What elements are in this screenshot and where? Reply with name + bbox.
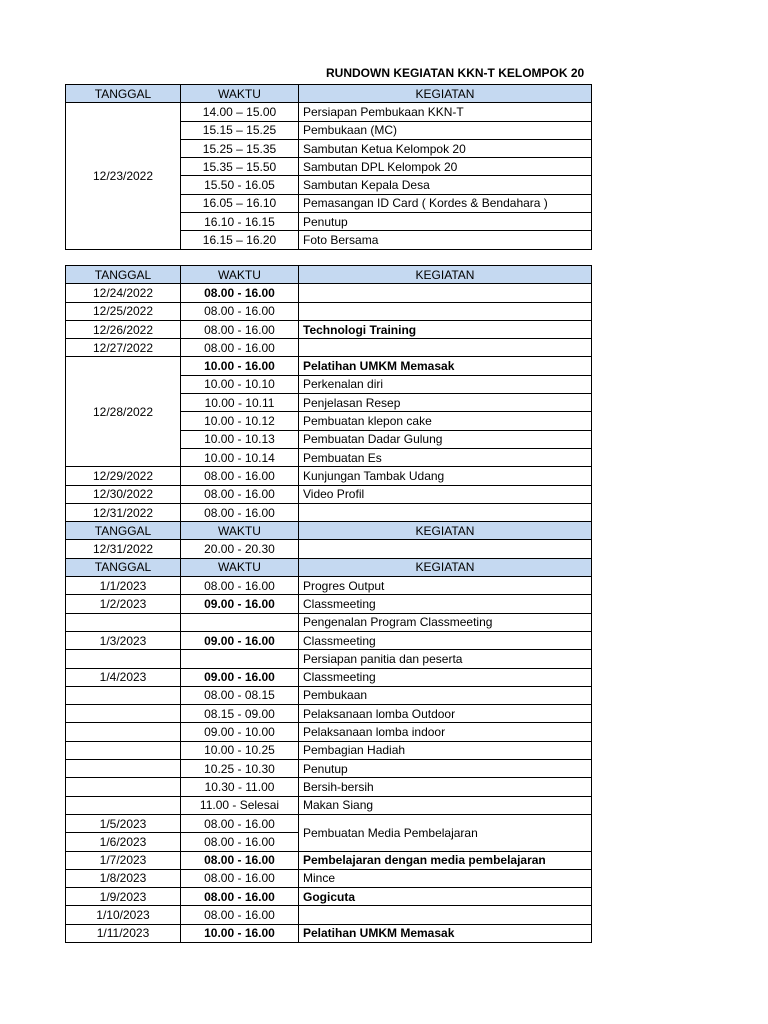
time-cell: 08.00 - 16.00 (181, 284, 299, 302)
table-row (66, 302, 592, 320)
time-cell: 08.00 - 16.00 (181, 851, 299, 869)
time-cell: 08.00 - 16.00 (181, 833, 299, 851)
time-cell: 08.00 - 16.00 (181, 339, 299, 357)
time-cell: 10.25 - 10.30 (181, 760, 299, 778)
time-cell: 08.00 - 16.00 (181, 814, 299, 832)
date-cell: 1/7/2023 (66, 851, 181, 869)
table-row (66, 595, 592, 613)
activity-cell: Progres Output (299, 577, 592, 595)
table-row (66, 705, 592, 723)
date-cell: 1/6/2023 (66, 833, 181, 851)
date-cell: 1/1/2023 (66, 577, 181, 595)
time-cell: 08.00 - 16.00 (181, 467, 299, 485)
activity-cell: Pembuatan klepon cake (299, 412, 592, 430)
header-waktu: WAKTU (181, 266, 299, 284)
header-waktu: WAKTU (181, 522, 299, 540)
activity-cell (299, 302, 592, 320)
header-tanggal: TANGGAL (66, 85, 181, 103)
time-cell: 14.00 – 15.00 (181, 103, 299, 121)
activity-cell: Mince (299, 869, 592, 887)
activity-cell: Pembukaan (MC) (299, 121, 592, 139)
time-cell: 08.00 - 16.00 (181, 485, 299, 503)
activity-cell: Foto Bersama (299, 231, 592, 249)
activity-cell: Pembukaan (299, 686, 592, 704)
table-header-row (66, 266, 592, 284)
table-row (66, 631, 592, 649)
table-row (66, 668, 592, 686)
rundown-table-opening (65, 84, 592, 250)
activity-cell: Penjelasan Resep (299, 394, 592, 412)
activity-cell: Pembuatan Media Pembelajaran (299, 814, 592, 851)
activity-cell: Video Profil (299, 485, 592, 503)
date-cell: 1/10/2023 (66, 906, 181, 924)
table-row (66, 869, 592, 887)
table-row (66, 320, 592, 338)
table-row (66, 284, 592, 302)
header-waktu: WAKTU (181, 85, 299, 103)
date-cell: 12/31/2022 (66, 540, 181, 558)
activity-cell: Bersih-bersih (299, 778, 592, 796)
table-row (66, 778, 592, 796)
time-cell (181, 613, 299, 631)
rundown-table-schedule (65, 265, 592, 943)
activity-cell: Pembelajaran dengan media pembelajaran (299, 851, 592, 869)
table-header-row (66, 85, 592, 103)
time-cell: 09.00 - 16.00 (181, 595, 299, 613)
time-cell: 20.00 - 20.30 (181, 540, 299, 558)
time-cell: 08.00 - 16.00 (181, 302, 299, 320)
activity-cell (299, 503, 592, 521)
activity-cell: Classmeeting (299, 668, 592, 686)
time-cell: 10.30 - 11.00 (181, 778, 299, 796)
header-kegiatan: KEGIATAN (299, 266, 592, 284)
time-cell: 11.00 - Selesai (181, 796, 299, 814)
date-cell (66, 741, 181, 759)
activity-cell (299, 284, 592, 302)
date-cell: 12/31/2022 (66, 503, 181, 521)
time-cell: 10.00 - 10.13 (181, 430, 299, 448)
time-cell: 09.00 - 16.00 (181, 631, 299, 649)
table-row (66, 577, 592, 595)
time-cell: 10.00 - 10.25 (181, 741, 299, 759)
activity-cell: Gogicuta (299, 888, 592, 906)
date-cell (66, 650, 181, 668)
date-cell: 1/11/2023 (66, 924, 181, 942)
table-header-row (66, 558, 592, 576)
header-kegiatan: KEGIATAN (299, 558, 592, 576)
date-cell: 12/24/2022 (66, 284, 181, 302)
table-row (66, 741, 592, 759)
time-cell: 09.00 - 16.00 (181, 668, 299, 686)
activity-cell: Pembagian Hadiah (299, 741, 592, 759)
activity-cell (299, 540, 592, 558)
date-cell (66, 705, 181, 723)
header-tanggal: TANGGAL (66, 266, 181, 284)
time-cell: 08.00 - 16.00 (181, 577, 299, 595)
time-cell: 10.00 - 16.00 (181, 924, 299, 942)
table-row (66, 723, 592, 741)
activity-cell: Persiapan Pembukaan KKN-T (299, 103, 592, 121)
time-cell: 16.10 - 16.15 (181, 213, 299, 231)
date-cell: 12/28/2022 (66, 357, 181, 467)
table-row (66, 796, 592, 814)
date-cell: 1/4/2023 (66, 668, 181, 686)
time-cell: 08.00 - 16.00 (181, 869, 299, 887)
activity-cell: Technologi Training (299, 320, 592, 338)
time-cell: 08.00 - 16.00 (181, 320, 299, 338)
time-cell: 10.00 - 10.10 (181, 375, 299, 393)
date-cell: 12/26/2022 (66, 320, 181, 338)
date-cell (66, 686, 181, 704)
activity-cell: Pembuatan Es (299, 448, 592, 466)
activity-cell: Pelatihan UMKM Memasak (299, 924, 592, 942)
table-header-row (66, 522, 592, 540)
activity-cell: Classmeeting (299, 631, 592, 649)
time-cell: 15.15 – 15.25 (181, 121, 299, 139)
table-row (66, 906, 592, 924)
table-row (66, 888, 592, 906)
activity-cell: Pengenalan Program Classmeeting (299, 613, 592, 631)
date-cell: 12/27/2022 (66, 339, 181, 357)
table-row (66, 613, 592, 631)
activity-cell: Sambutan DPL Kelompok 20 (299, 158, 592, 176)
header-waktu: WAKTU (181, 558, 299, 576)
table-row (66, 503, 592, 521)
table-row (66, 485, 592, 503)
time-cell: 16.05 – 16.10 (181, 194, 299, 212)
date-cell (66, 796, 181, 814)
table-row (66, 686, 592, 704)
header-tanggal: TANGGAL (66, 522, 181, 540)
date-cell: 1/2/2023 (66, 595, 181, 613)
activity-cell (299, 339, 592, 357)
page-title: RUNDOWN KEGIATAN KKN-T KELOMPOK 20 (326, 66, 585, 80)
time-cell: 10.00 - 10.11 (181, 394, 299, 412)
activity-cell: Sambutan Kepala Desa (299, 176, 592, 194)
date-cell: 12/23/2022 (66, 103, 181, 249)
time-cell (181, 650, 299, 668)
activity-cell: Pelaksanaan lomba indoor (299, 723, 592, 741)
activity-cell (299, 906, 592, 924)
time-cell: 10.00 - 16.00 (181, 357, 299, 375)
date-cell (66, 760, 181, 778)
activity-cell: Pemasangan ID Card ( Kordes & Bendahara ) (299, 194, 592, 212)
activity-cell: Penutup (299, 760, 592, 778)
date-cell: 12/25/2022 (66, 302, 181, 320)
header-kegiatan: KEGIATAN (299, 85, 592, 103)
activity-cell: Sambutan Ketua Kelompok 20 (299, 139, 592, 157)
time-cell: 08.00 - 16.00 (181, 503, 299, 521)
header-kegiatan: KEGIATAN (299, 522, 592, 540)
activity-cell: Pelatihan UMKM Memasak (299, 357, 592, 375)
table-row (66, 760, 592, 778)
table-row (66, 357, 592, 375)
date-cell (66, 613, 181, 631)
time-cell: 10.00 - 10.14 (181, 448, 299, 466)
time-cell: 08.00 - 16.00 (181, 906, 299, 924)
date-cell (66, 723, 181, 741)
date-cell: 1/8/2023 (66, 869, 181, 887)
time-cell: 10.00 - 10.12 (181, 412, 299, 430)
date-cell: 1/3/2023 (66, 631, 181, 649)
table-row (66, 103, 592, 121)
date-cell: 1/9/2023 (66, 888, 181, 906)
activity-cell: Pelaksanaan lomba Outdoor (299, 705, 592, 723)
time-cell: 08.00 - 08.15 (181, 686, 299, 704)
time-cell: 16.15 – 16.20 (181, 231, 299, 249)
table-row (66, 924, 592, 942)
table-row (66, 467, 592, 485)
activity-cell: Classmeeting (299, 595, 592, 613)
table-row (66, 851, 592, 869)
time-cell: 15.25 – 15.35 (181, 139, 299, 157)
activity-cell: Perkenalan diri (299, 375, 592, 393)
table-row (66, 650, 592, 668)
header-tanggal: TANGGAL (66, 558, 181, 576)
date-cell: 12/30/2022 (66, 485, 181, 503)
table-row (66, 540, 592, 558)
table-row (66, 814, 592, 832)
time-cell: 08.00 - 16.00 (181, 888, 299, 906)
time-cell: 09.00 - 10.00 (181, 723, 299, 741)
activity-cell: Makan Siang (299, 796, 592, 814)
table-row (66, 339, 592, 357)
date-cell (66, 778, 181, 796)
time-cell: 08.15 - 09.00 (181, 705, 299, 723)
date-cell: 1/5/2023 (66, 814, 181, 832)
activity-cell: Penutup (299, 213, 592, 231)
activity-cell: Persiapan panitia dan peserta (299, 650, 592, 668)
time-cell: 15.50 - 16.05 (181, 176, 299, 194)
date-cell: 12/29/2022 (66, 467, 181, 485)
activity-cell: Pembuatan Dadar Gulung (299, 430, 592, 448)
time-cell: 15.35 – 15.50 (181, 158, 299, 176)
activity-cell: Kunjungan Tambak Udang (299, 467, 592, 485)
